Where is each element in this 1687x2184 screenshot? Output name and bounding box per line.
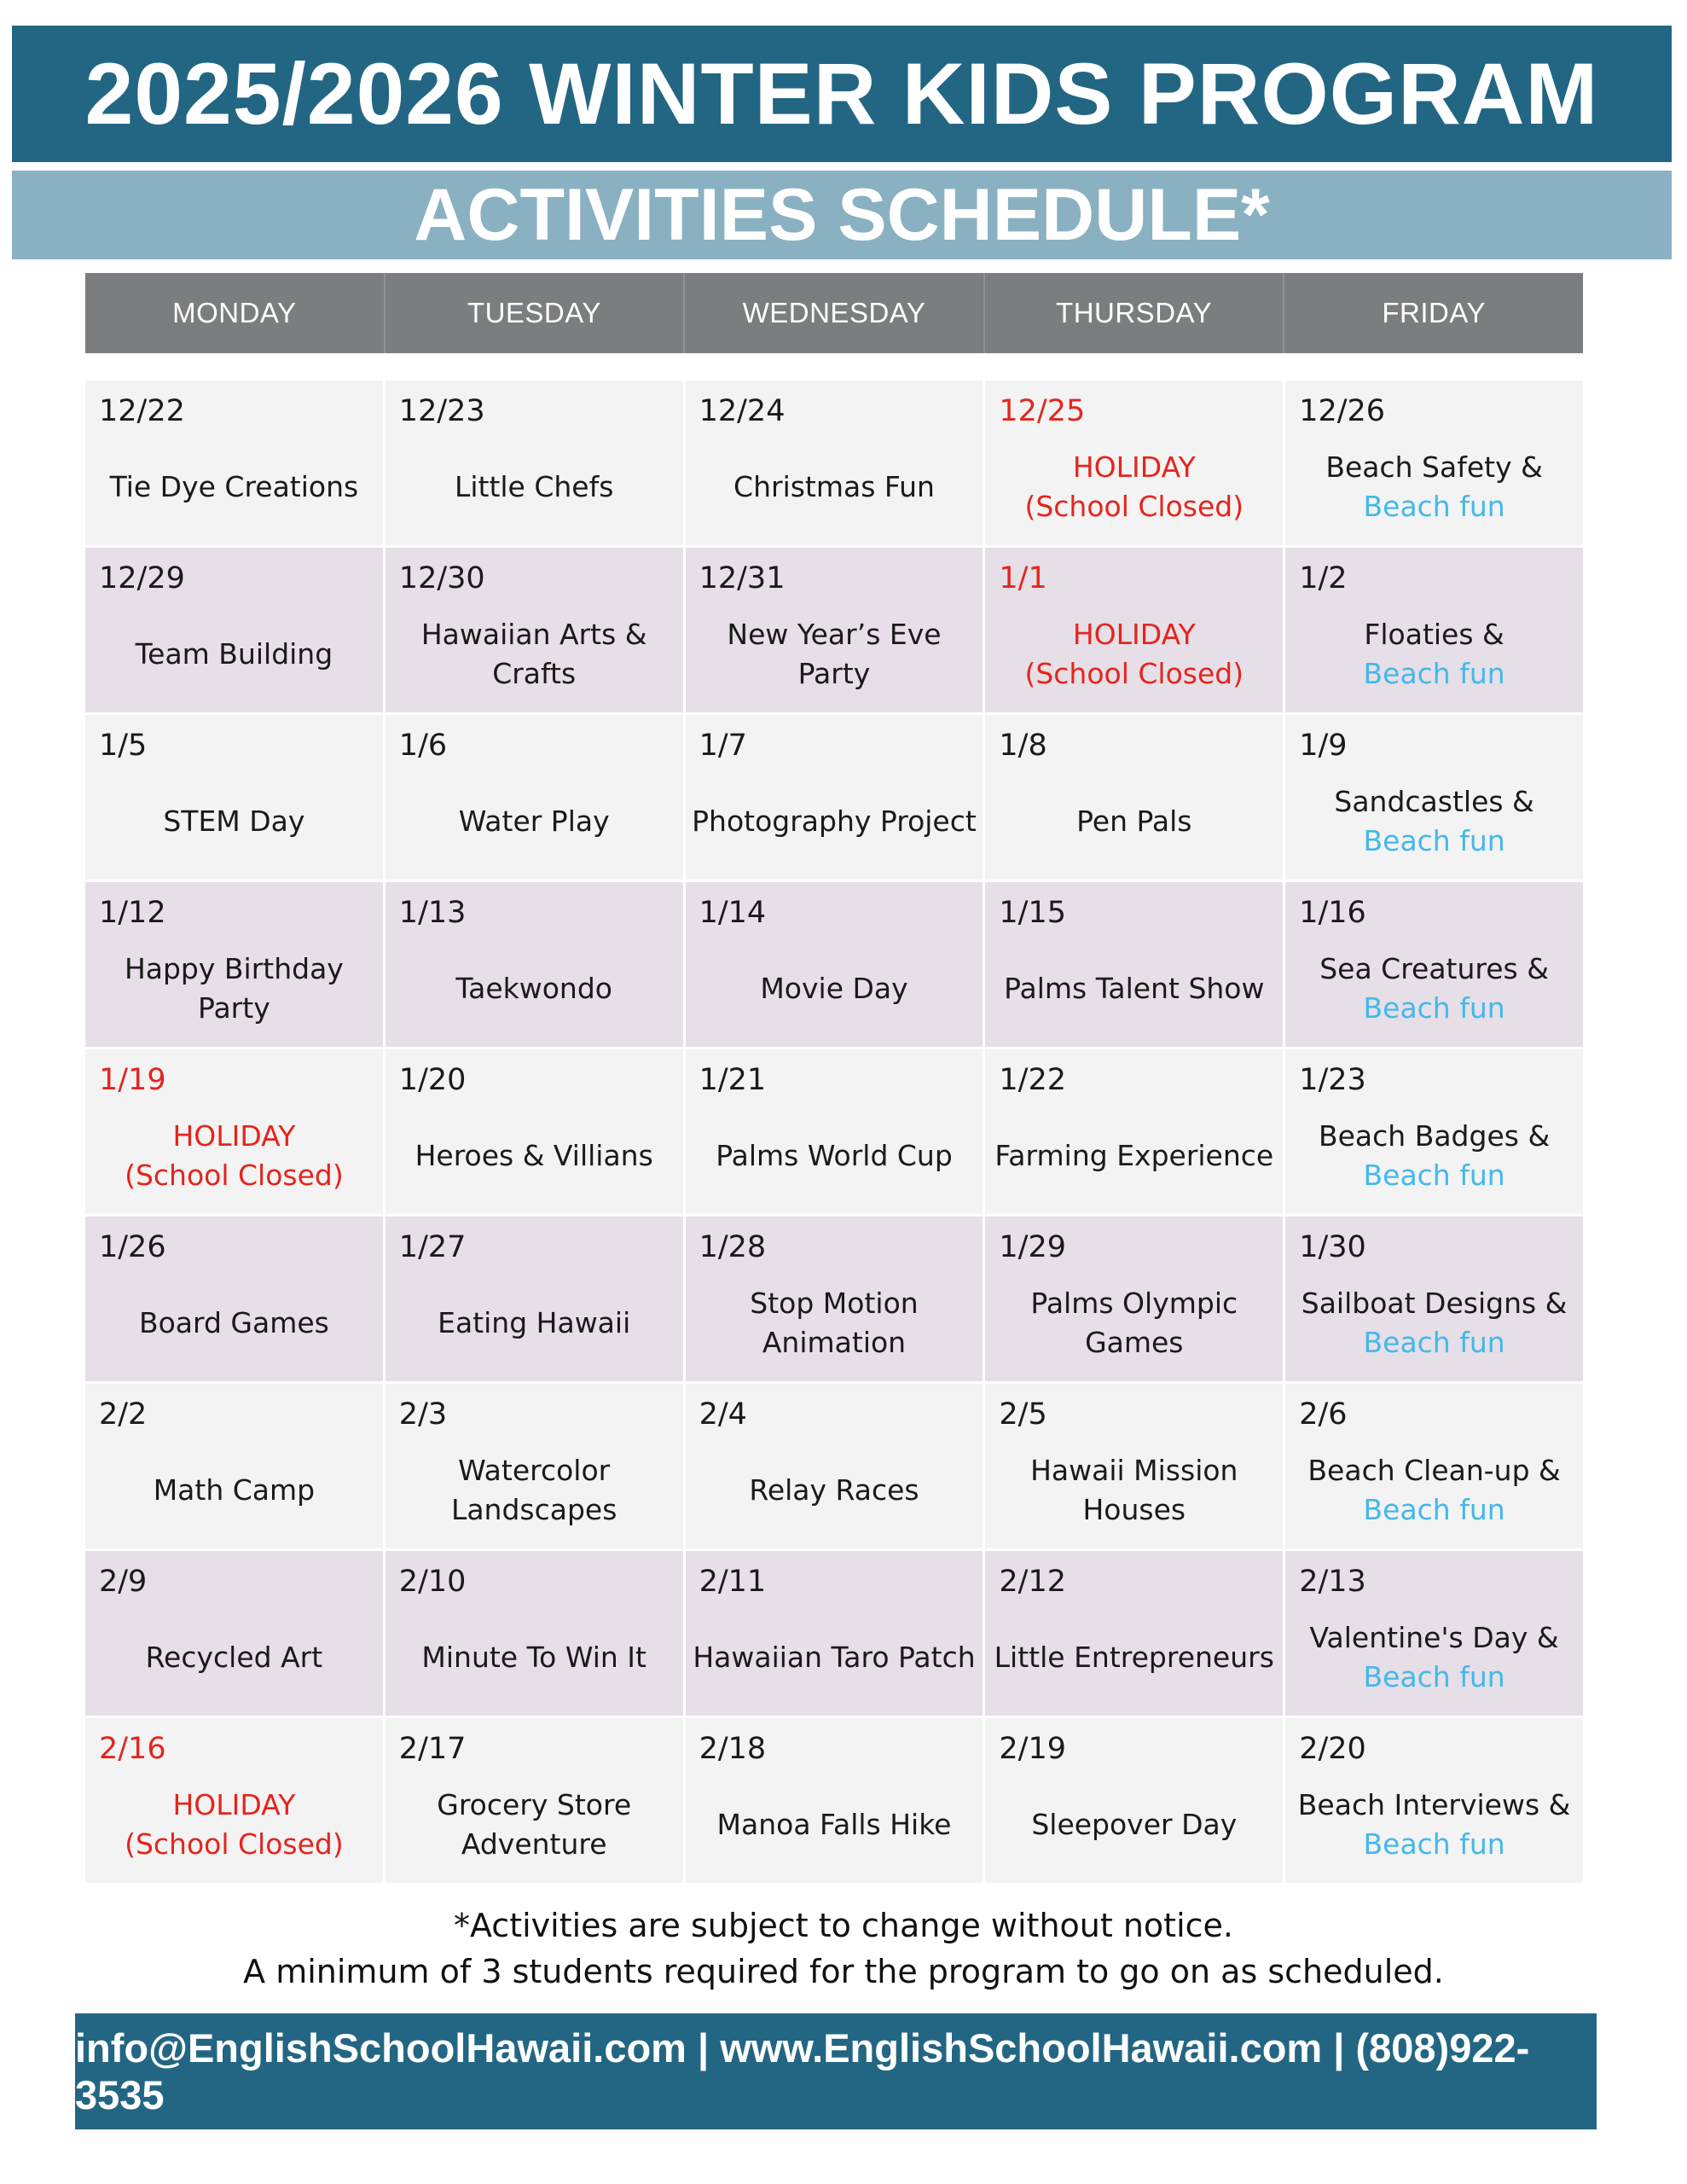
activity-line: Relay Races: [749, 1472, 919, 1507]
activity-line: Manoa Falls Hike: [716, 1807, 952, 1841]
beach-fun-label: Beach fun: [1363, 1325, 1505, 1359]
day-cell: [386, 548, 686, 715]
day-cell: [1285, 1049, 1583, 1217]
day-cell: [686, 1718, 986, 1885]
activity-line: Party: [797, 656, 871, 690]
activity-line: Animation: [762, 1325, 907, 1359]
activity-name: [985, 1774, 1283, 1874]
day-date: 2/11: [699, 1565, 767, 1599]
day-date: 1/8: [999, 729, 1047, 763]
day-cell: [985, 882, 1285, 1049]
activity-name: [1285, 437, 1583, 537]
activity-name: [1285, 1106, 1583, 1205]
activity-line: (School Closed): [125, 1827, 344, 1861]
week-row: [85, 1384, 1583, 1551]
activity-line: (School Closed): [1024, 656, 1244, 690]
day-cell: [1285, 1718, 1583, 1885]
activity-name: [85, 1607, 383, 1707]
day-date: 1/14: [699, 896, 767, 930]
activity-line: Floaties &: [1364, 617, 1504, 651]
day-cell: [985, 1217, 1285, 1384]
beach-fun-label: Beach fun: [1363, 823, 1505, 857]
day-cell: [686, 1217, 986, 1384]
activity-name: [1285, 1774, 1583, 1874]
day-date: 2/3: [398, 1397, 448, 1432]
day-cell: [686, 1384, 986, 1551]
activity-line: HOLIDAY: [172, 1787, 296, 1821]
activity-line: Houses: [1082, 1492, 1186, 1526]
day-cell: [1285, 882, 1583, 1049]
activity-line: HOLIDAY: [172, 1118, 296, 1153]
day-date: 1/16: [1299, 896, 1366, 930]
day-cell: [985, 1384, 1285, 1551]
day-cell: [85, 1049, 386, 1217]
activity-line: Math Camp: [153, 1472, 316, 1507]
activity-line: Team Building: [135, 636, 333, 671]
week-row: [85, 548, 1583, 715]
activity-line: Sandcastles &: [1334, 784, 1534, 818]
week-rows: [85, 380, 1583, 1885]
day-date: 1/1: [999, 561, 1047, 595]
week-row: [85, 715, 1583, 882]
activity-line: (School Closed): [1024, 489, 1244, 523]
activity-line: Hawaii Mission: [1030, 1453, 1238, 1487]
day-date: 1/26: [99, 1230, 166, 1264]
day-cell: [85, 715, 386, 882]
activity-name: [386, 437, 683, 537]
week-row: [85, 1718, 1583, 1885]
activity-line: Pen Pals: [1076, 804, 1192, 838]
day-date: 2/18: [699, 1732, 767, 1766]
day-date: 1/20: [398, 1063, 467, 1097]
day-date: 1/22: [999, 1063, 1066, 1097]
activity-line: STEM Day: [163, 804, 305, 838]
activity-name: [85, 1440, 383, 1540]
activity-line: Sleepover Day: [1031, 1807, 1238, 1841]
header-wednesday: WEDNESDAY: [685, 273, 985, 353]
activity-name: [85, 771, 383, 871]
day-date: 2/20: [1299, 1732, 1366, 1766]
day-cell: [85, 380, 386, 548]
day-cell: [1285, 548, 1583, 715]
day-cell: [985, 1049, 1285, 1217]
day-date: 2/12: [999, 1565, 1066, 1599]
header-monday: MONDAY: [85, 273, 386, 353]
day-cell: [686, 380, 986, 548]
day-date: 1/5: [99, 729, 148, 763]
day-date: 1/30: [1299, 1230, 1366, 1264]
activity-name: [386, 1273, 683, 1373]
day-date: 2/4: [699, 1397, 747, 1432]
day-date: 1/2: [1299, 561, 1348, 595]
day-date: 2/5: [999, 1397, 1047, 1432]
day-cell: [386, 1217, 686, 1384]
day-cell: [85, 882, 386, 1049]
beach-fun-label: Beach fun: [1363, 1659, 1505, 1693]
activity-line: Minute To Win It: [421, 1640, 646, 1674]
week-row: [85, 1049, 1583, 1217]
activity-name: [85, 938, 383, 1038]
holiday-label: [985, 437, 1283, 537]
schedule-subtitle: ACTIVITIES SCHEDULE*: [12, 171, 1672, 259]
activity-name: [386, 938, 683, 1038]
day-date: 2/19: [999, 1732, 1066, 1766]
activity-line: Grocery Store: [437, 1787, 632, 1821]
activity-name: [686, 1774, 983, 1874]
activity-name: [1285, 604, 1583, 704]
day-cell: [386, 1718, 686, 1885]
holiday-label: [985, 604, 1283, 704]
day-date: 2/6: [1299, 1397, 1348, 1432]
activity-line: Movie Day: [760, 971, 908, 1005]
day-date: 1/23: [1299, 1063, 1366, 1097]
beach-fun-label: Beach fun: [1363, 489, 1505, 523]
day-cell: [985, 548, 1285, 715]
activity-name: [85, 604, 383, 704]
activity-line: Recycled Art: [145, 1640, 323, 1674]
activity-name: [85, 1273, 383, 1373]
day-date: 12/24: [699, 394, 786, 428]
change-notice: *Activities are subject to change without notice.: [453, 1907, 1233, 1944]
activity-line: Little Entrepreneurs: [994, 1640, 1274, 1674]
activity-name: [686, 938, 983, 1038]
activity-name: [985, 771, 1283, 871]
activity-line: Palms Olympic: [1030, 1286, 1238, 1320]
beach-fun-label: Beach fun: [1363, 1492, 1505, 1526]
day-cell: [386, 715, 686, 882]
week-row: [85, 1551, 1583, 1718]
day-cell: [1285, 380, 1583, 548]
week-row: [85, 882, 1583, 1049]
activity-line: Farming Experience: [994, 1138, 1274, 1172]
activity-name: [686, 1273, 983, 1373]
activity-name: [386, 1440, 683, 1540]
day-cell: [386, 882, 686, 1049]
activity-line: New Year’s Eve: [727, 617, 942, 651]
day-date: 1/19: [99, 1063, 166, 1097]
activity-name: [985, 1440, 1283, 1540]
activity-line: Taekwondo: [455, 971, 612, 1005]
activity-line: Watercolor: [458, 1453, 611, 1487]
activity-line: Beach Interviews &: [1297, 1787, 1571, 1821]
day-date: 2/13: [1299, 1565, 1366, 1599]
day-cell: [386, 380, 686, 548]
activity-line: Christmas Fun: [733, 469, 935, 503]
activity-line: Party: [198, 990, 270, 1025]
activity-name: [985, 1607, 1283, 1707]
day-date: 1/13: [398, 896, 467, 930]
header-friday: FRIDAY: [1382, 297, 1486, 328]
day-cell: [85, 1217, 386, 1384]
day-cell: [85, 1551, 386, 1718]
activity-line: Eating Hawaii: [438, 1305, 631, 1339]
activity-line: HOLIDAY: [1072, 450, 1196, 484]
activity-line: Heroes & Villians: [415, 1138, 653, 1172]
activity-name: [386, 1607, 683, 1707]
day-date: 12/26: [1299, 394, 1386, 428]
activity-line: Stop Motion: [750, 1286, 919, 1320]
day-cell: [985, 1718, 1285, 1885]
day-cell: [1285, 1217, 1583, 1384]
activity-name: [1285, 1440, 1583, 1540]
day-date: 1/15: [999, 896, 1066, 930]
weekday-header-row: [85, 273, 1583, 353]
day-date: 1/9: [1299, 729, 1348, 763]
activity-name: [686, 1607, 983, 1707]
activity-line: Beach Badges &: [1318, 1118, 1551, 1153]
day-date: 1/28: [699, 1230, 767, 1264]
activity-line: HOLIDAY: [1072, 617, 1196, 651]
day-date: 2/2: [99, 1397, 148, 1432]
contact-footer: info@EnglishSchoolHawaii.com | www.EnglishSchoolHawaii.com | (808)922-3535: [75, 2013, 1597, 2129]
schedule-table: [85, 273, 1583, 1885]
day-cell: [985, 1551, 1285, 1718]
day-cell: [85, 1384, 386, 1551]
activity-line: Happy Birthday: [124, 951, 344, 985]
activity-line: Games: [1085, 1325, 1184, 1359]
activity-line: Hawaiian Arts &: [420, 617, 647, 651]
activity-name: [1285, 1273, 1583, 1373]
header-thursday: THURSDAY: [985, 273, 1285, 353]
activity-line: Beach Safety &: [1325, 450, 1543, 484]
day-date: 12/25: [999, 394, 1086, 428]
day-date: 2/16: [99, 1732, 166, 1766]
beach-fun-label: Beach fun: [1363, 656, 1505, 690]
holiday-label: [85, 1774, 383, 1874]
day-date: 1/21: [699, 1063, 767, 1097]
activity-name: [686, 771, 983, 871]
day-date: 1/7: [699, 729, 747, 763]
activity-name: [686, 437, 983, 537]
day-cell: [386, 1049, 686, 1217]
activity-line: Water Play: [458, 804, 610, 838]
day-cell: [1285, 715, 1583, 882]
activity-name: [386, 1106, 683, 1205]
day-cell: [686, 1049, 986, 1217]
activity-line: Adventure: [461, 1827, 607, 1861]
activity-line: Little Chefs: [454, 469, 614, 503]
activity-line: Hawaiian Taro Patch: [693, 1640, 976, 1674]
day-cell: [686, 548, 986, 715]
day-date: 12/23: [398, 394, 485, 428]
day-cell: [686, 882, 986, 1049]
beach-fun-label: Beach fun: [1363, 1158, 1505, 1192]
activity-line: Photography Project: [692, 804, 977, 838]
day-date: 2/17: [398, 1732, 467, 1766]
day-date: 1/6: [398, 729, 448, 763]
activity-name: [1285, 771, 1583, 871]
week-row: [85, 1217, 1583, 1384]
activity-name: [985, 1273, 1283, 1373]
holiday-label: [85, 1106, 383, 1205]
week-row: [85, 380, 1583, 548]
day-date: 1/29: [999, 1230, 1066, 1264]
schedule-notes: [0, 1902, 1687, 1995]
day-cell: [1285, 1551, 1583, 1718]
activity-name: [1285, 938, 1583, 1038]
activity-line: Valentine's Day &: [1309, 1620, 1559, 1654]
day-cell: [686, 1551, 986, 1718]
activity-name: [85, 437, 383, 537]
header-tuesday: TUESDAY: [386, 273, 686, 353]
activity-name: [686, 1106, 983, 1205]
day-date: 2/10: [398, 1565, 467, 1599]
activity-line: Landscapes: [450, 1492, 617, 1526]
activity-name: [985, 1106, 1283, 1205]
day-date: 12/29: [99, 561, 185, 595]
activity-line: Board Games: [138, 1305, 329, 1339]
activity-name: [386, 771, 683, 871]
activity-line: Crafts: [492, 656, 577, 690]
activity-line: Palms World Cup: [716, 1138, 953, 1172]
day-date: 1/12: [99, 896, 166, 930]
day-date: 12/22: [99, 394, 185, 428]
minimum-students-notice: A minimum of 3 students required for the program to go on as scheduled.: [243, 1953, 1444, 1990]
activity-line: Tie Dye Creations: [109, 469, 359, 503]
activity-line: Beach Clean-up &: [1307, 1453, 1561, 1487]
activity-name: [985, 938, 1283, 1038]
day-cell: [85, 548, 386, 715]
activity-line: Sea Creatures &: [1319, 951, 1549, 985]
day-cell: [686, 715, 986, 882]
activity-line: Sailboat Designs &: [1301, 1286, 1568, 1320]
activity-name: [386, 1774, 683, 1874]
beach-fun-label: Beach fun: [1363, 1827, 1505, 1861]
activity-name: [686, 1440, 983, 1540]
day-date: 1/27: [398, 1230, 467, 1264]
activity-name: [1285, 1607, 1583, 1707]
activity-name: [386, 604, 683, 704]
day-date: 2/9: [99, 1565, 148, 1599]
activity-line: (School Closed): [125, 1158, 344, 1192]
beach-fun-label: Beach fun: [1363, 990, 1505, 1025]
day-date: 12/31: [699, 561, 786, 595]
day-cell: [85, 1718, 386, 1885]
activity-name: [686, 604, 983, 704]
day-cell: [985, 715, 1285, 882]
day-cell: [1285, 1384, 1583, 1551]
program-title: 2025/2026 WINTER KIDS PROGRAM: [12, 26, 1672, 162]
day-cell: [386, 1384, 686, 1551]
day-cell: [386, 1551, 686, 1718]
day-date: 12/30: [398, 561, 485, 595]
day-cell: [985, 380, 1285, 548]
activity-line: Palms Talent Show: [1004, 971, 1265, 1005]
